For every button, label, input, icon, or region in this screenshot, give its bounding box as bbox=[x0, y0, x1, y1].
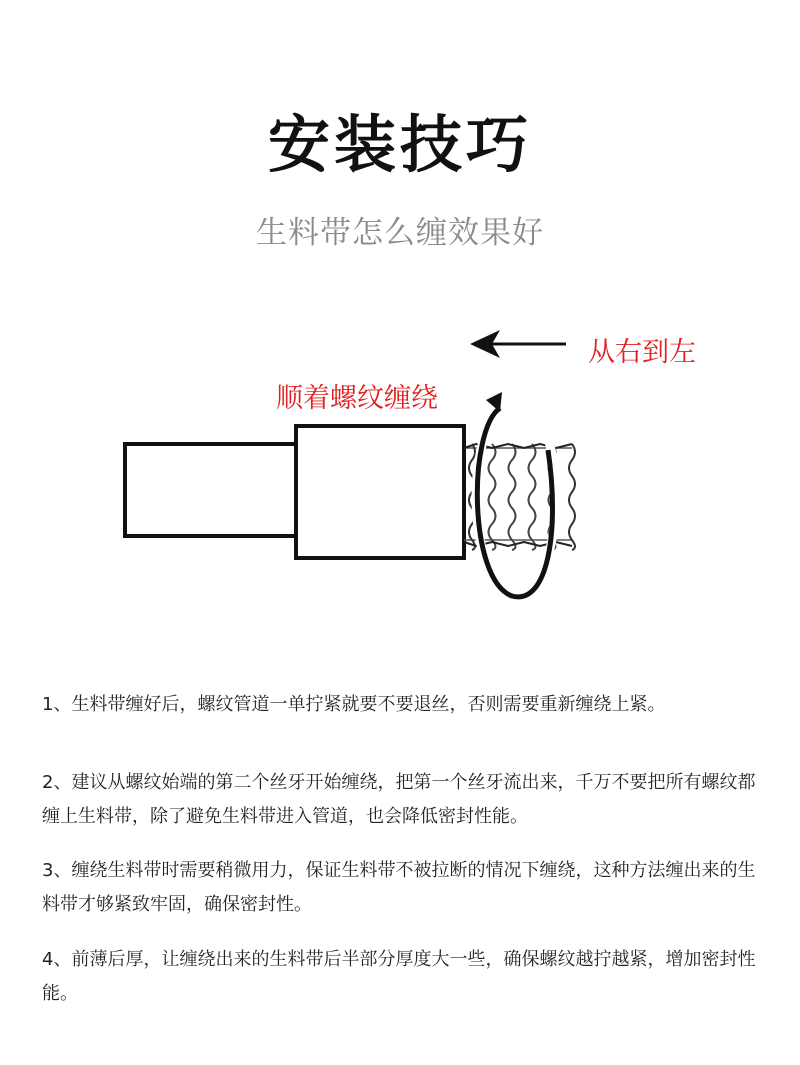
pipe-coupling bbox=[296, 426, 464, 558]
tip-item: 4、前薄后厚，让缠绕出来的生料带后半部分厚度大一些，确保螺纹越拧越紧，增加密封性能。 bbox=[42, 949, 756, 1004]
direction-arrow bbox=[470, 330, 566, 358]
page-title: 安装技巧 bbox=[267, 108, 532, 181]
direction-label: 从右到左 bbox=[588, 337, 696, 368]
wrap-label: 顺着螺纹缠绕 bbox=[276, 383, 438, 414]
tip-item: 3、缠绕生料带时需要稍微用力，保证生料带不被拉断的情况下缠绕，这种方法缠出来的生料带才够紧致牢固，确保密封性。 bbox=[42, 860, 756, 915]
page-subtitle: 生料带怎么缠效果好 bbox=[256, 215, 544, 251]
tip-item: 2、建议从螺纹始端的第二个丝牙开始缠绕，把第一个丝牙流出来，千万不要把所有螺纹都缠上生料带，除了避免生料带进入管道，也会降低密封性能。 bbox=[42, 772, 756, 827]
wrap-direction-arrow bbox=[476, 392, 556, 597]
pipe-body bbox=[125, 444, 297, 536]
tip-item: 1、生料带缠好后，螺纹管道一单拧紧就要不要退丝，否则需要重新缠绕上紧。 bbox=[42, 694, 666, 715]
